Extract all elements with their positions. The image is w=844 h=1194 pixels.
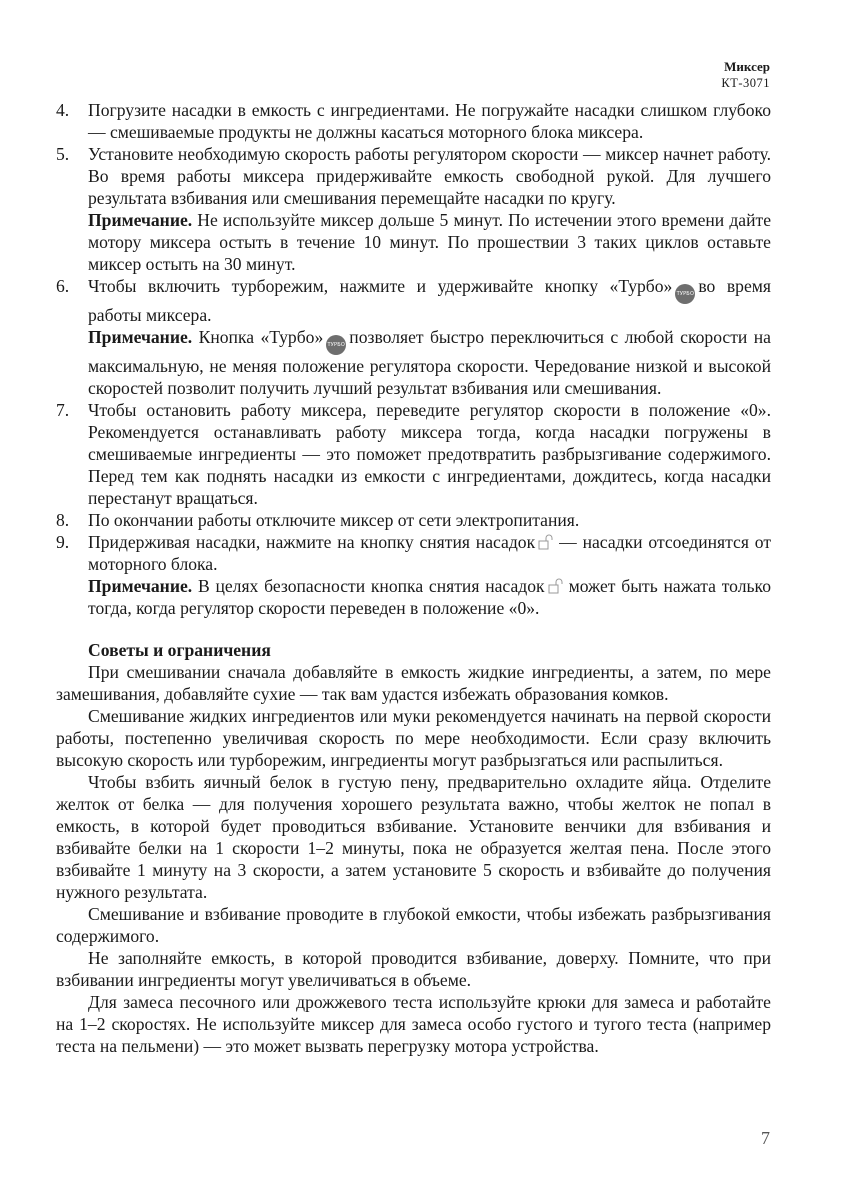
tips-paragraph: Чтобы взбить яичный белок в густую пену, предварительно охладите яйца. Отделите желток от белка — для получения хорошего результата важно, чтобы желток не попал в емкость, в которой будет проводиться взбивание. Установите венчики для взбивания и взбивайте белки на 1 скорости 1–2 минуты, пока не образуется желтая пена. После этого взбивайте 1 минуту на 3 скорости, а затем установите 5 скорость и взбивайте до получения нужного результата. [56,772,771,902]
step-number: 5. [56,144,70,164]
step-4 [56,99,771,143]
step-number: 8. [56,510,70,530]
tips-paragraph: Для замеса песочного или дрожжевого теста используйте крюки для замеса и работайте на 1–2 скоростях. Не используйте миксер для замеса особо густого и тугого теста (например теста на пельмени) — это может вызвать перегрузку мотора устройства. [56,992,771,1056]
page-header [721,58,770,92]
note-label: Примечание. [88,327,193,347]
tips-section [56,639,771,1057]
step-note [88,575,771,619]
step-text: Чтобы включить турборежим, нажмите и удерживайте кнопку «Турбо» [88,276,673,296]
step-7 [56,399,771,509]
step-text: Погрузите насадки в емкость с ингредиентами. Не погружайте насадки слишком глубоко — смешиваемые продукты не должны касаться моторного блока миксера. [88,100,771,142]
step-text-cont: — насадки отсоединятся от моторного блока. [88,532,772,574]
tips-paragraph: Смешивание жидких ингредиентов или муки рекомендуется начинать на первой скорости работы, постепенно увеличивая скорость по мере необходимости. Если сразу включить высокую скорость или турборежим, ингредиенты могут разбрызгаться или распылиться. [56,706,771,770]
note-text-cont: позволяет быстро переключиться с любой скорости на максимальную, не меняя положение регулятора скорости. Чередование низкой и высокой скоростей позволит получить лучший результат взбивания или смешивания. [88,327,771,398]
note-label: Примечание. [88,576,193,596]
product-code: КТ-3071 [721,76,770,90]
step-text: Установите необходимую скорость работы регулятором скорости — миксер начнет работу. Во время работы миксера придерживайте емкость свободной рукой. Для лучшего результата взбивания или смешивания перемещайте насадки по кругу. [88,144,771,208]
note-text: Кнопка «Турбо» [198,327,324,347]
step-6 [56,275,771,399]
note-text-cont: может быть нажата только тогда, когда регулятор скорости переведен в положение «0». [88,576,771,618]
release-button-icon [538,534,556,550]
page-number: 7 [761,1128,770,1148]
step-number: 4. [56,100,70,120]
step-8 [56,509,771,531]
section-title: Советы и ограничения [88,640,271,660]
note-label: Примечание. [88,210,193,230]
note-text: В целях безопасности кнопка снятия насадок [197,576,545,596]
step-text-cont: во время работы миксера. [88,276,772,325]
step-note [88,326,771,399]
turbo-button-icon: ТУРБО [675,284,695,304]
step-number: 9. [56,532,70,552]
tips-paragraph: При смешивании сначала добавляйте в емкость жидкие ингредиенты, а затем, по мере замешивания, добавляйте сухие — так вам удастся избежать образования комков. [56,662,771,704]
release-button-icon [548,578,566,594]
step-5 [56,143,771,275]
product-name: Миксер [724,59,770,74]
turbo-button-icon: ТУРБО [326,335,346,355]
instruction-steps [56,99,771,619]
step-text: По окончании работы отключите миксер от сети электропитания. [88,510,580,530]
tips-paragraph: Не заполняйте емкость, в которой проводится взбивание, доверху. Помните, что при взбивании ингредиенты могут увеличиваться в объеме. [56,948,771,990]
step-number: 6. [56,276,70,296]
step-text: Придерживая насадки, нажмите на кнопку снятия насадок [88,532,536,552]
page-content [56,99,771,1057]
step-9 [56,531,771,619]
note-text: Не используйте миксер дольше 5 минут. По истечении этого времени дайте мотору миксера остыть в течение 10 минут. По прошествии 3 таких циклов оставьте миксер остыть на 30 минут. [88,210,771,274]
step-text: Чтобы остановить работу миксера, переведите регулятор скорости в положение «0». Рекомендуется останавливать работу миксера тогда, когда насадки погружены в смешиваемые ингредиенты — это поможет предотвратить разбрызгивание содержимого. Перед тем как поднять насадки из емкости с ингредиентами, дождитесь, когда насадки перестанут вращаться. [88,400,771,508]
step-note [88,209,771,275]
tips-paragraph: Смешивание и взбивание проводите в глубокой емкости, чтобы избежать разбрызгивания содержимого. [56,904,771,946]
step-number: 7. [56,400,70,420]
